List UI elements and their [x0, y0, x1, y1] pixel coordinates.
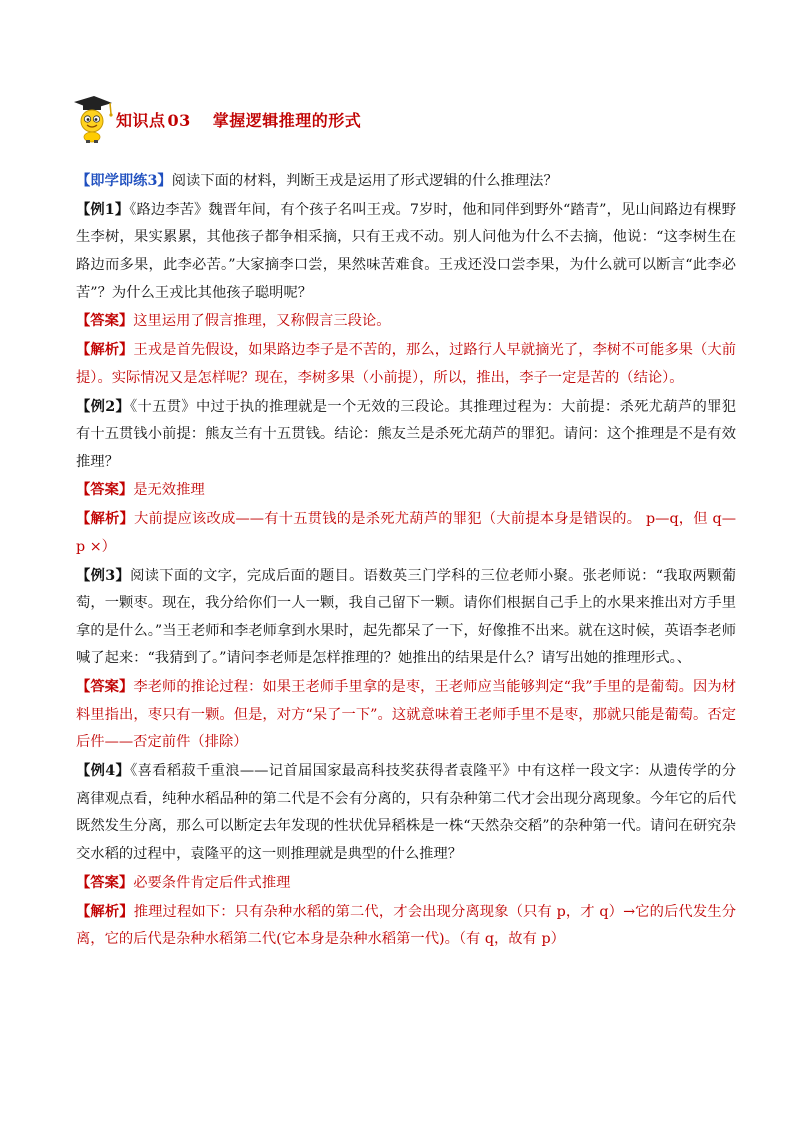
example-2-answer [76, 477, 736, 505]
section-number: 03 [167, 110, 191, 130]
example-text: 《喜看稻菽千重浪——记首届国家最高科技奖获得者袁隆平》中有这样一段文字：从遗传学的分离律观点看，纯种水稻品种的第二代是不会有分离的，只有杂种第二代才会出现分离现象。今年它的后代既然发生分离，那么可以断定去年发现的性状优异稻株是一株“天然杂交稻”的杂种第一代。请问在研究杂交水稻的过程中，袁隆平的这一则推理就是典型的什么推理？ [76, 763, 736, 862]
example-text: 阅读下面的文字，完成后面的题目。语数英三门学科的三位老师小聚。张老师说：“我取两颗葡萄，一颗枣。现在，我分给你们一人一颗，我自己留下一颗。请你们根据自己手上的水果来推出对方手里拿的是什么。”当王老师和李老师拿到水果时，起先都呆了一下，好像推不出来。就在这时候，英语李老师喊了起来：“我猜到了。”请问李老师是怎样推理的？她推出的结果是什么？请写出她的推理形式。、 [76, 567, 736, 667]
analysis-text: 大前提应该改成——有十五贯钱的是杀死尤葫芦的罪犯（大前提本身是错误的。 p—q，但 q—p ×） [76, 511, 736, 555]
document-body [76, 168, 736, 955]
answer-text: 必要条件肯定后件式推理 [133, 874, 291, 891]
section-prefix: 知识点 [116, 110, 166, 130]
example-text: 《路边李苦》魏晋年间，有个孩子名叫王戎。7岁时，他和同伴到野外“踏青”，见山间路边有棵野生李树，果实累累，其他孩子都争相采摘，只有王戎不动。别人问他为什么不去摘，他说：“这李树生在路边而多果，此李必苦。”大家摘李口尝，果然味苦难食。王戎还没口尝李果，为什么就可以断言“此李必苦”？为什么王戎比其他孩子聪明呢？ [76, 201, 736, 301]
analysis-text: 推理过程如下：只有杂种水稻的第二代，才会出现分离现象（只有 p，才 q）→它的后代发生分离，它的后代是杂种水稻第二代(它本身是杂种水稻第一代)。（有 q，故有 p） [76, 903, 736, 948]
exercise-paragraph [76, 168, 736, 196]
example-4-analysis [76, 899, 736, 954]
example-1-answer [76, 308, 736, 336]
answer-tag: 【答案】 [76, 874, 134, 891]
answer-text: 李老师的推论过程：如果王老师手里拿的是枣，王老师应当能够判定“我”手里的是葡萄。因为材料里指出，枣只有一颗。但是，对方“呆了一下”。这就意味着王老师手里不是枣，那就只能是葡萄。否定后件——否定前件（排除） [76, 679, 737, 751]
section-topic: 掌握逻辑推理的形式 [212, 110, 362, 130]
example-3-question [76, 563, 736, 673]
analysis-text: 王戎是首先假设，如果路边李子是不苦的，那么，过路行人早就摘光了，李树不可能多果（大前提）。实际情况又是怎样呢？现在，李树多果（小前提），所以，推出，李子一定是苦的（结论）。 [76, 342, 737, 386]
analysis-tag: 【解析】 [76, 342, 134, 359]
example-2-analysis [76, 506, 736, 561]
example-tag: 【例4】 [76, 763, 131, 780]
exercise-text: 阅读下面的材料，判断王戎是运用了形式逻辑的什么推理法？ [171, 173, 558, 189]
section-title [116, 108, 361, 131]
example-text: 《十五贯》中过于执的推理就是一个无效的三段论。其推理过程为：大前提：杀死尤葫芦的罪犯有十五贯钱小前提：熊友兰有十五贯钱。结论：熊友兰是杀死尤葫芦的罪犯。请问：这个推理是不是有效推理？ [76, 398, 736, 470]
example-1-question [76, 197, 736, 307]
answer-tag: 【答案】 [76, 313, 134, 330]
example-tag: 【例1】 [76, 201, 130, 218]
graduate-mascot-icon [70, 94, 114, 144]
answer-text: 是无效推理 [133, 482, 205, 499]
example-tag: 【例3】 [76, 567, 131, 584]
analysis-tag: 【解析】 [76, 511, 134, 528]
section-heading [70, 94, 361, 144]
analysis-tag: 【解析】 [76, 903, 134, 920]
exercise-tag: 【即学即练3】 [76, 173, 172, 189]
example-2-question [76, 394, 736, 477]
answer-tag: 【答案】 [76, 679, 134, 696]
example-3-answer [76, 674, 736, 757]
example-1-analysis [76, 337, 736, 392]
example-4-answer [76, 870, 736, 898]
answer-text: 这里运用了假言推理，又称假言三段论。 [133, 313, 391, 330]
example-4-question [76, 758, 736, 868]
example-tag: 【例2】 [76, 398, 131, 415]
answer-tag: 【答案】 [76, 482, 134, 499]
